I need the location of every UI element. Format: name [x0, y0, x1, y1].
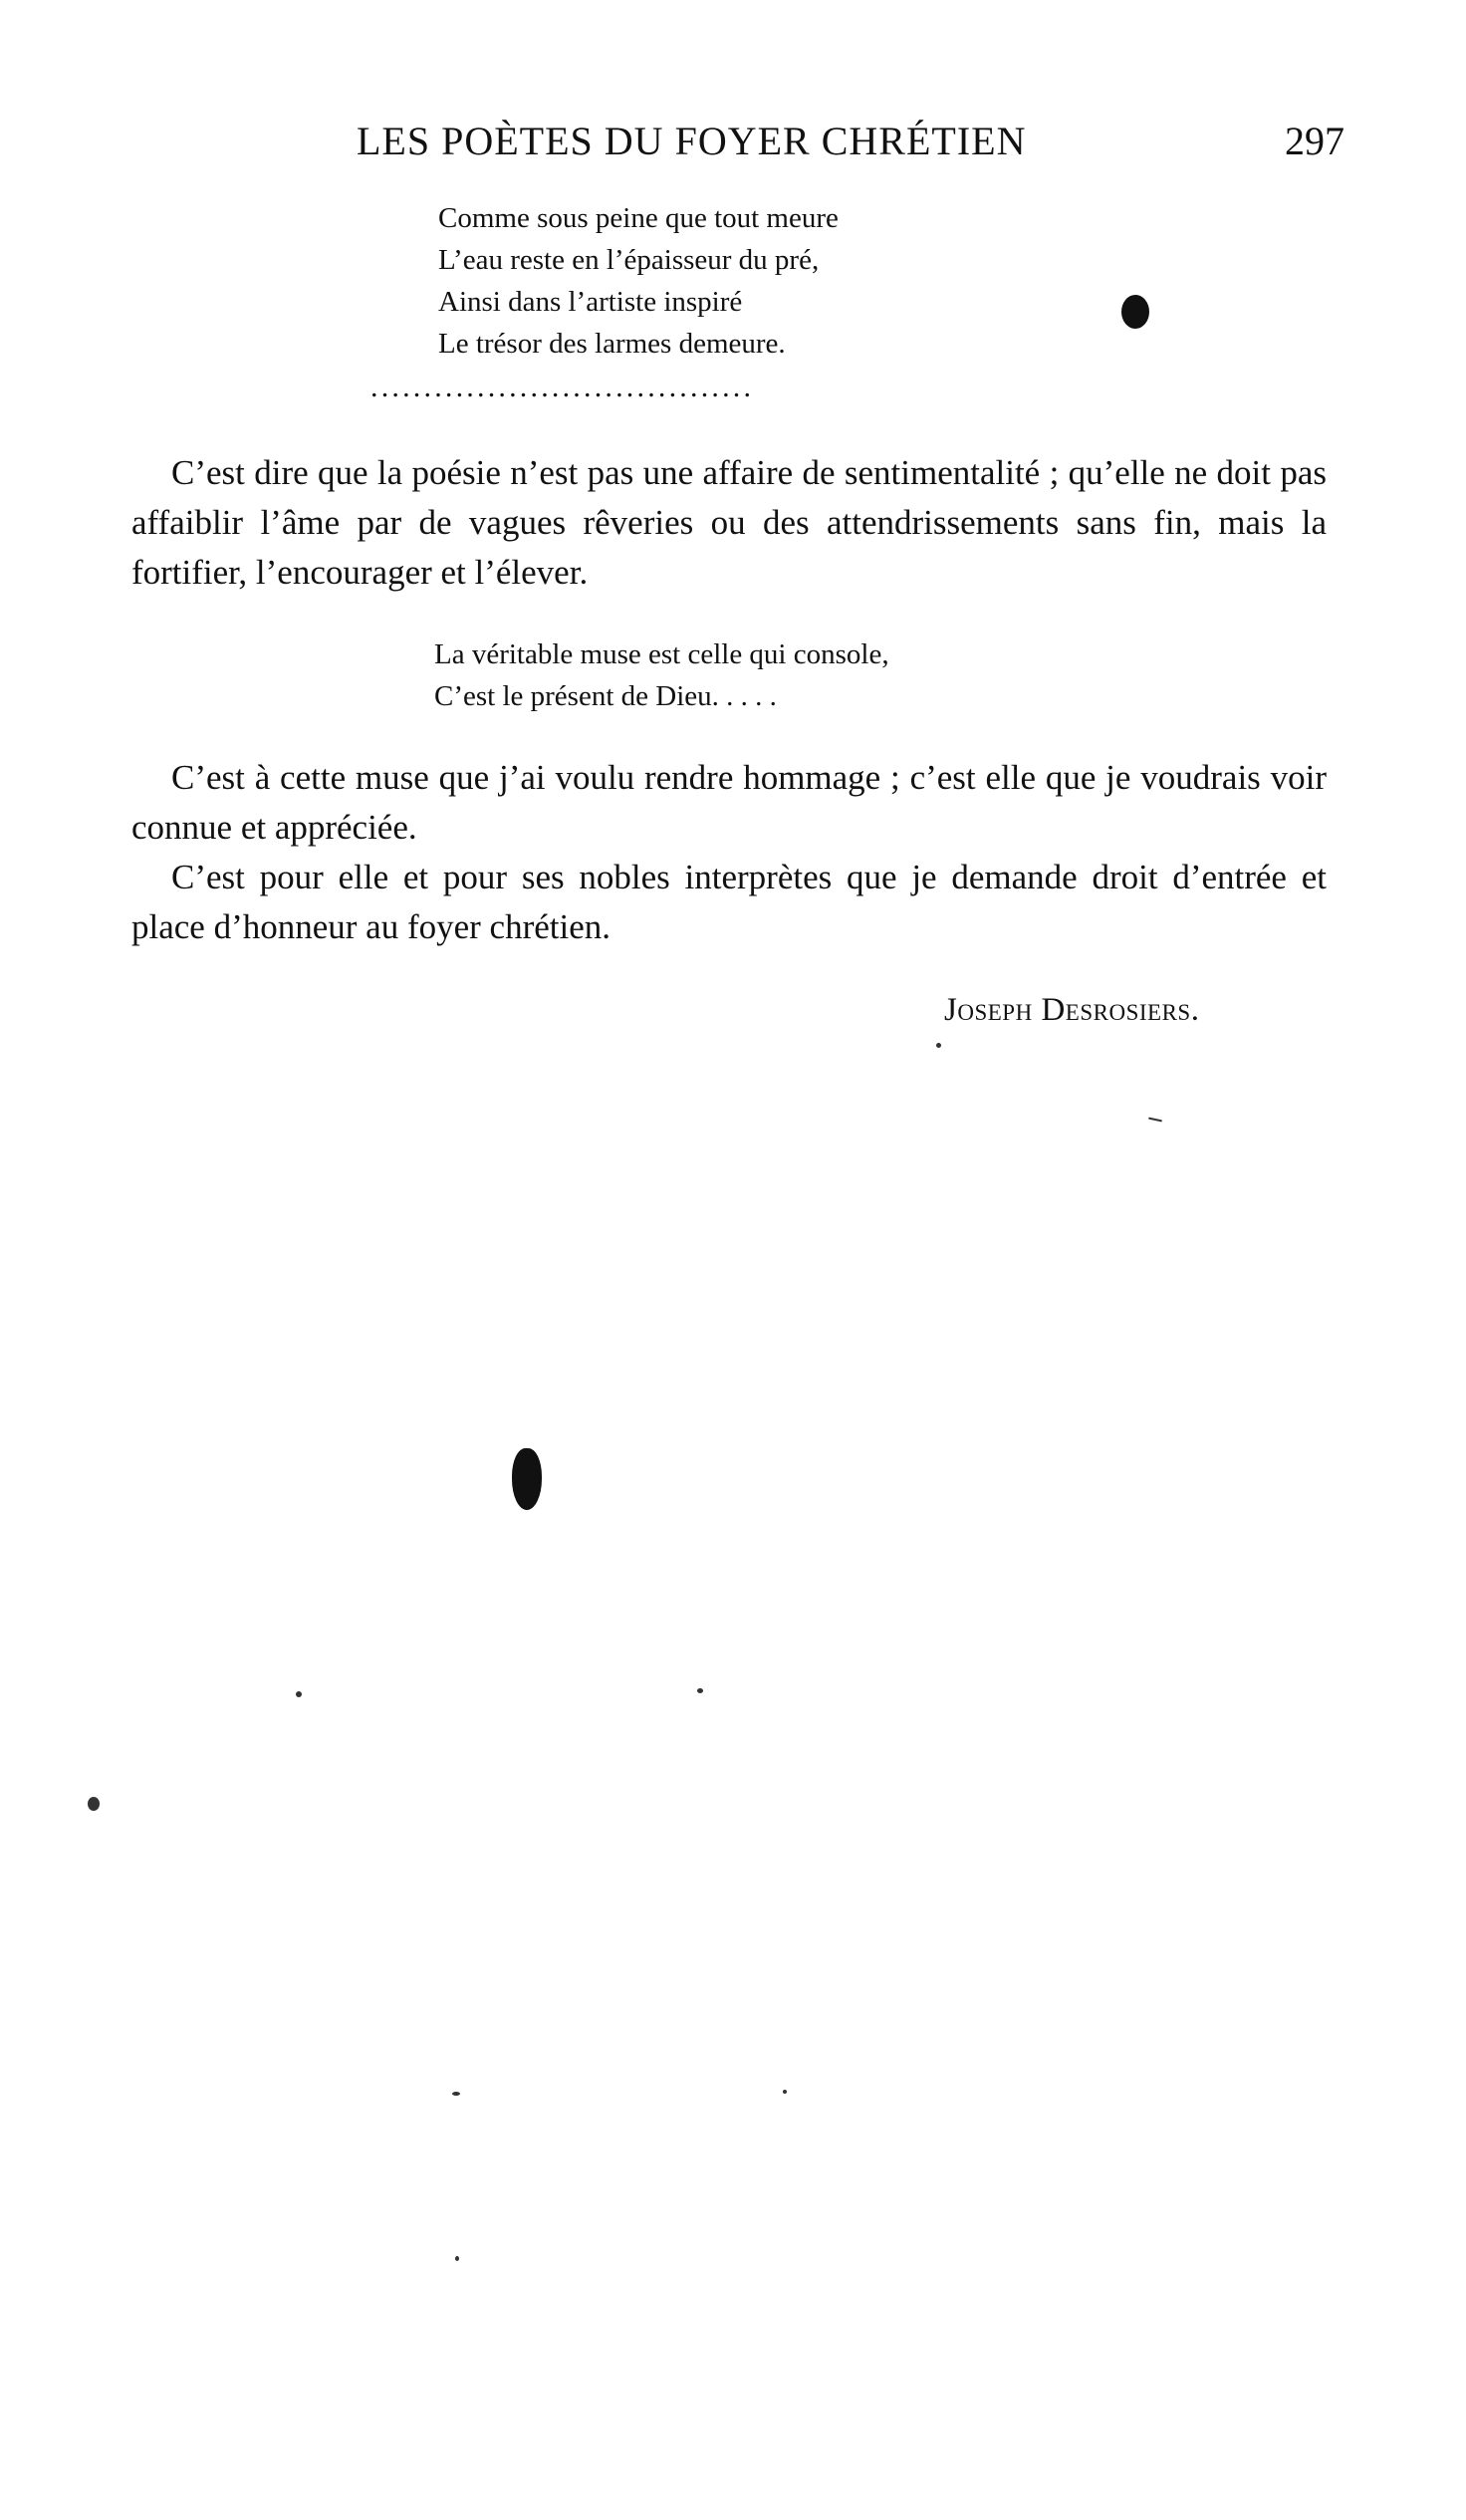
- verse-line: Comme sous peine que tout meure: [438, 202, 839, 234]
- verse-line: C’est le présent de Dieu. . . . .: [434, 680, 777, 712]
- ink-blot: [1121, 295, 1149, 329]
- running-head: [129, 118, 1344, 167]
- dust-speck: [296, 1691, 302, 1697]
- verse-line: L’eau reste en l’épaisseur du pré,: [438, 244, 820, 276]
- paragraph: C’est dire que la poésie n’est pas une affaire de sentimentalité ; qu’elle ne doit pas affaiblir l’âme par de vagues rêveries ou des attendrissements sans fin, mais la fortifier, l’encourager et l’élever.: [131, 453, 1327, 592]
- ellipsis-line: ....................................: [370, 371, 755, 403]
- verse-stanza-two: [434, 633, 889, 717]
- dust-speck: [697, 1688, 703, 1693]
- dust-speck: [455, 2256, 459, 2261]
- running-title: LES POÈTES DU FOYER CHRÉTIEN: [357, 119, 1027, 163]
- dust-speck: [88, 1797, 100, 1811]
- verse-line: Ainsi dans l’artiste inspiré: [438, 286, 743, 318]
- verse-stanza-one: [438, 197, 839, 365]
- dust-speck: [1148, 1118, 1162, 1123]
- author-signature: Joseph Desrosiers.: [944, 992, 1200, 1028]
- dust-speck: [936, 1043, 941, 1048]
- dust-speck: [452, 2092, 460, 2096]
- verse-line: Le trésor des larmes demeure.: [438, 328, 786, 360]
- dust-speck: [783, 2090, 787, 2094]
- ink-blot: [512, 1448, 542, 1510]
- prose-block-two: [131, 753, 1327, 952]
- paragraph: C’est à cette muse que j’ai voulu rendre hommage ; c’est elle que je voudrais voir connue et appréciée.: [131, 758, 1327, 847]
- page-number: 297: [1285, 119, 1344, 163]
- verse-line: La véritable muse est celle qui console,: [434, 638, 889, 670]
- prose-block-one: [131, 448, 1327, 598]
- paragraph: C’est pour elle et pour ses nobles interprètes que je demande droit d’entrée et place d’honneur au foyer chrétien.: [131, 858, 1327, 946]
